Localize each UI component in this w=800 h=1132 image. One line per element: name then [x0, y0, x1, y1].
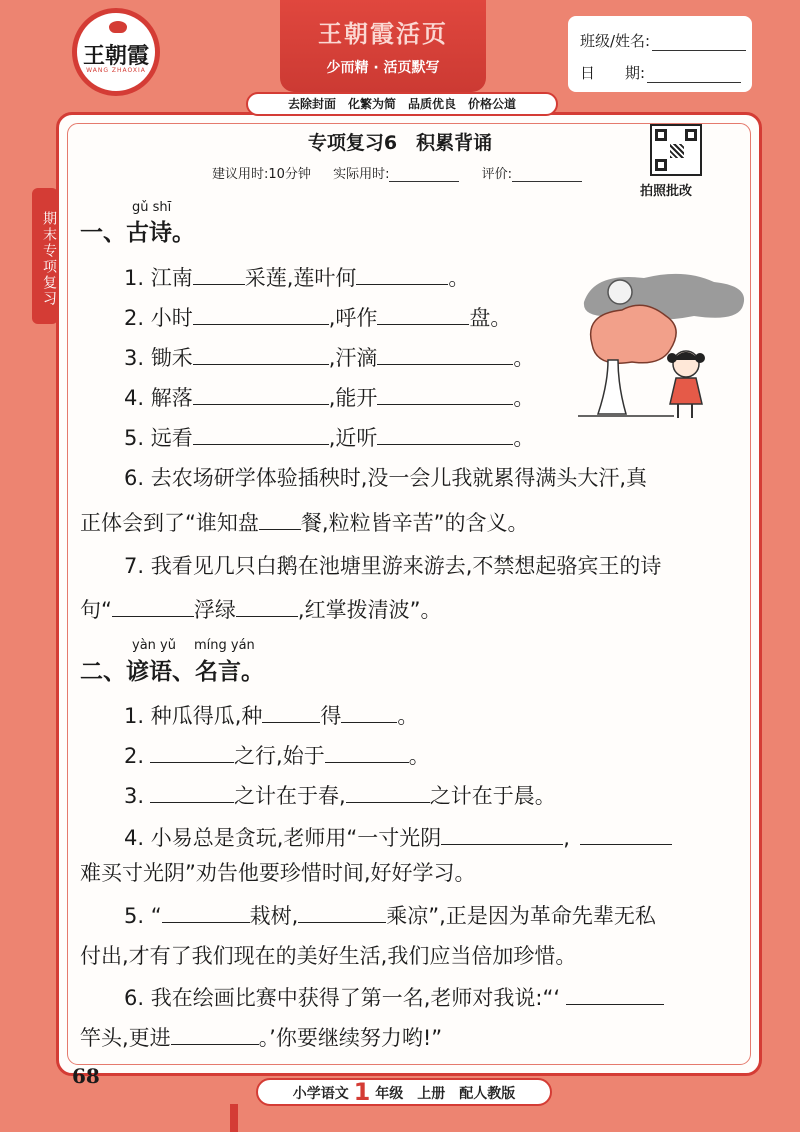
time-meta — [212, 163, 582, 182]
blank[interactable] — [193, 425, 329, 445]
footer-badge — [256, 1078, 552, 1106]
tree-crown-icon — [591, 305, 677, 363]
blank[interactable] — [441, 825, 563, 845]
blank[interactable] — [259, 510, 301, 530]
class-name-field[interactable] — [652, 34, 746, 51]
top-banner — [280, 0, 486, 92]
blank[interactable] — [193, 265, 245, 285]
blank[interactable] — [150, 743, 234, 763]
blank[interactable] — [377, 425, 513, 445]
poem-q7-line1: 7. 我看见几只白鹅在池塘里游来游去,不禁想起骆宾王的诗 — [124, 554, 662, 578]
page-title: 专项复习6 积累背诵 — [307, 132, 493, 154]
proverb-q3: 3. 之计在于春, 之计在于晨。 — [124, 784, 556, 808]
blank[interactable] — [580, 825, 672, 845]
poem-q1: 1. 江南 采莲,莲叶何 。 — [124, 266, 470, 290]
proverb-q5-line1: 5. “ 栽树, 乘凉”,正是因为革命先辈无私 — [124, 904, 656, 928]
blank[interactable] — [346, 783, 430, 803]
proverb-q4-line2: 难买寸光阴”劝告他要珍惜时间,好好学习。 — [80, 861, 476, 885]
page-number: 68 — [72, 1064, 100, 1088]
blank[interactable] — [298, 903, 386, 923]
date-label: 日 期: — [580, 64, 646, 82]
blank[interactable] — [377, 345, 513, 365]
poem-q6-line1: 6. 去农场研学体验插秧时,没一会儿我就累得满头大汗,真 — [124, 466, 648, 490]
tree-trunk-icon — [598, 360, 626, 414]
footer-grade: 年级 上册 配人教版 — [375, 1086, 516, 1102]
section1-heading: 一、古诗。 — [80, 220, 195, 246]
moon-icon — [608, 280, 632, 304]
section2-pinyin-2: míng yán — [194, 638, 255, 653]
poem-q7-line2: 句“ 浮绿 ,红掌拨清波”。 — [80, 598, 442, 622]
footer-subject: 小学语文 — [292, 1086, 349, 1102]
evaluation-field[interactable] — [512, 167, 582, 182]
proverb-q2: 2. 之行,始于 。 — [124, 744, 430, 768]
poem-q3: 3. 锄禾 ,汗滴 。 — [124, 346, 535, 370]
banner-title: 王朝霞活页 — [318, 19, 448, 48]
poem-q2: 2. 小时 ,呼作 盘。 — [124, 306, 512, 330]
proverb-q6-line2: 竿头,更进 。’你要继续努力哟!” — [80, 1026, 443, 1050]
side-tab: 期末专项复习 — [32, 188, 58, 324]
blank[interactable] — [377, 305, 469, 325]
blank[interactable] — [193, 305, 329, 325]
logo-subtext: WANG ZHAOXIA — [86, 67, 146, 74]
section1-pinyin: gǔ shī — [132, 200, 172, 215]
blank[interactable] — [193, 385, 329, 405]
name-date-box — [568, 16, 752, 92]
footer-grade-number: 1 — [353, 1078, 371, 1106]
blank[interactable] — [236, 597, 298, 617]
blank[interactable] — [356, 265, 448, 285]
blank[interactable] — [325, 743, 409, 763]
blank[interactable] — [150, 783, 234, 803]
class-name-label: 班级/姓名: — [580, 32, 651, 50]
logo-seal-icon — [109, 21, 127, 33]
qr-label: 拍照批改 — [640, 184, 693, 199]
section2-heading: 二、谚语、名言。 — [80, 659, 264, 685]
actual-time-field[interactable] — [389, 167, 459, 182]
proverb-q1: 1. 种瓜得瓜,种 得 。 — [124, 704, 419, 728]
girl-dress-icon — [670, 378, 702, 404]
evaluation-label: 评价: — [481, 167, 512, 182]
blank[interactable] — [341, 703, 397, 723]
banner-subtitle: 少而精 · 活页默写 — [326, 60, 440, 76]
poem-q4: 4. 解落 ,能开 。 — [124, 386, 535, 410]
section2-pinyin-1: yàn yǔ — [132, 638, 176, 653]
girl-and-tree-illustration — [574, 264, 754, 424]
logo-text: 王朝霞 — [82, 43, 149, 69]
brand-logo — [72, 8, 160, 96]
proverb-q5-line2: 付出,才有了我们现在的美好生活,我们应当倍加珍惜。 — [80, 944, 577, 968]
suggested-time: 建议用时:10分钟 — [212, 167, 311, 182]
blank[interactable] — [162, 903, 250, 923]
poem-q5: 5. 远看 ,近听 。 — [124, 426, 535, 450]
poem-q6-line2: 正体会到了“谁知盘 餐,粒粒皆辛苦”的含义。 — [80, 511, 529, 535]
blank[interactable] — [262, 703, 320, 723]
slogan: 去除封面 化繁为简 品质优良 价格公道 — [246, 92, 558, 116]
date-field[interactable] — [647, 66, 741, 83]
actual-time-label: 实际用时: — [333, 167, 390, 182]
blank[interactable] — [171, 1025, 259, 1045]
blank[interactable] — [566, 985, 664, 1005]
qr-code-icon[interactable] — [650, 124, 702, 176]
blank[interactable] — [112, 597, 194, 617]
spine-mark — [230, 1104, 238, 1132]
proverb-q4-line1: 4. 小易总是贪玩,老师用“一寸光阴 , — [124, 822, 672, 852]
blank[interactable] — [193, 345, 329, 365]
blank[interactable] — [377, 385, 513, 405]
proverb-q6-line1: 6. 我在绘画比赛中获得了第一名,老师对我说:“‘ — [124, 982, 664, 1012]
